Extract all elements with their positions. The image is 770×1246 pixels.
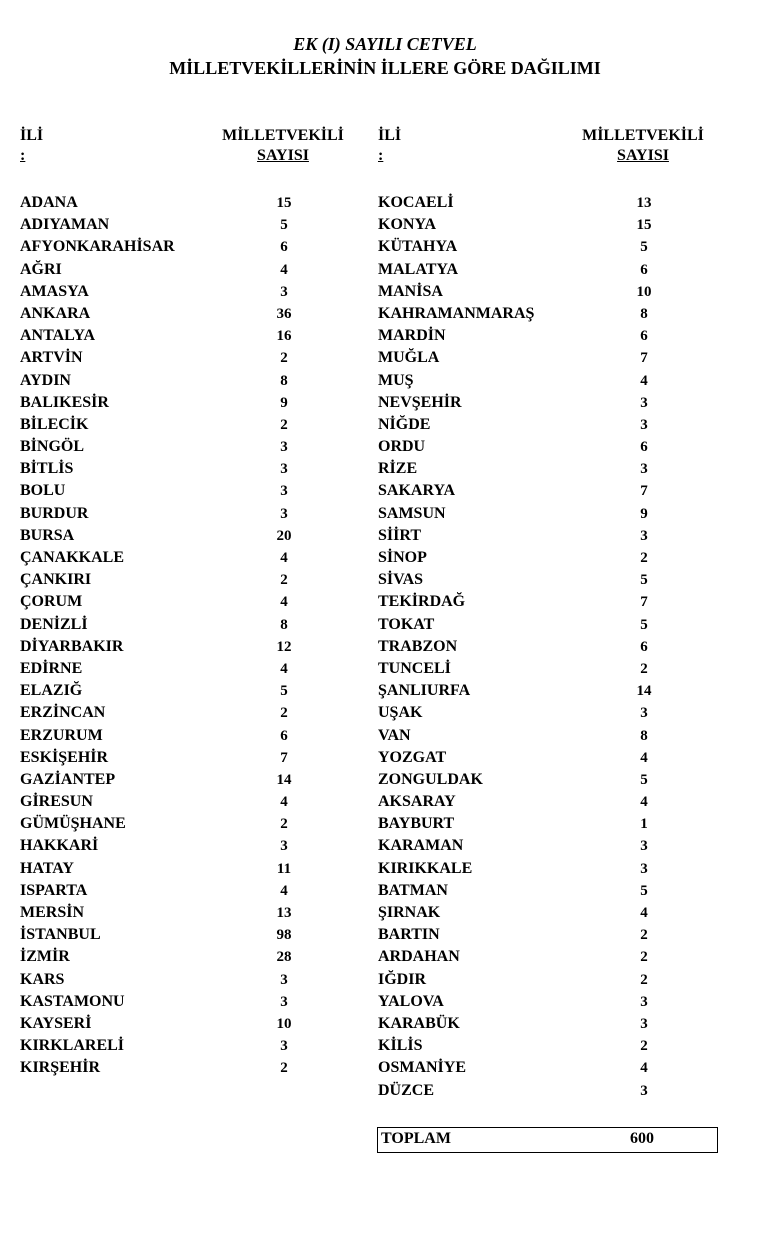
deputy-count: 3 [280,283,288,300]
province-row [378,902,678,924]
province-name: BİNGÖL [20,438,85,456]
province-row [20,259,320,281]
deputy-count: 3 [280,439,288,456]
province-row [20,569,320,591]
deputy-count: 5 [640,572,648,589]
province-name: GAZİANTEP [20,770,116,788]
province-row [378,991,678,1013]
deputy-count: 6 [640,439,648,456]
total-box [377,1127,718,1153]
province-name: DENİZLİ [20,615,88,633]
province-row [20,1013,320,1035]
province-row [20,503,320,525]
province-name: ERZURUM [20,726,103,744]
province-name: IĞDIR [378,970,427,988]
province-row [378,835,678,857]
deputy-count: 4 [640,794,648,811]
province-name: YALOVA [378,992,444,1010]
province-row [20,370,320,392]
province-row [20,658,320,680]
deputy-count: 5 [640,616,648,633]
deputy-count: 5 [640,882,648,899]
province-name: KARS [20,970,65,988]
province-row [378,480,678,502]
province-row [378,924,678,946]
deputy-count: 8 [280,372,288,389]
province-row [20,880,320,902]
province-name: NEVŞEHİR [378,393,462,411]
province-row [20,702,320,724]
province-row [20,902,320,924]
deputy-count: 4 [280,882,288,899]
province-row [20,525,320,547]
province-row [378,791,678,813]
province-name: HATAY [20,859,74,877]
deputy-count: 6 [640,638,648,655]
deputy-count: 3 [640,394,648,411]
province-row [378,214,678,236]
deputy-count: 3 [640,838,648,855]
deputy-count: 3 [280,838,288,855]
province-header-colon: : [20,147,26,164]
deputy-count: 36 [276,305,292,322]
province-name: SAMSUN [378,504,446,522]
province-row [20,591,320,613]
province-row [20,1057,320,1079]
province-row [20,236,320,258]
province-row [378,969,678,991]
deputy-count: 9 [280,394,288,411]
province-row [378,303,678,325]
province-row [378,1057,678,1079]
province-row [378,281,678,303]
right-province-list [378,192,678,1102]
province-row [20,747,320,769]
deputy-count: 2 [640,927,648,944]
province-row [378,1035,678,1057]
deputy-count: 8 [640,305,648,322]
deputy-count: 5 [640,239,648,256]
province-name: SİİRT [378,526,422,544]
province-name: NİĞDE [378,415,431,433]
province-row [378,636,678,658]
province-name: ŞIRNAK [378,904,441,921]
province-row [20,969,320,991]
province-name: UŞAK [378,704,423,722]
province-row [20,480,320,502]
province-name: ARDAHAN [378,948,460,966]
province-name: ARTVİN [20,349,83,367]
deputy-count: 13 [276,905,292,921]
province-row [378,858,678,880]
province-row [378,880,678,902]
province-name: BOLU [20,482,66,500]
province-name: BİLECİK [20,415,89,433]
province-name: MUŞ [378,371,414,389]
deputy-count: 3 [280,1038,288,1055]
province-row [20,946,320,968]
province-name: İZMİR [20,948,70,966]
province-row [20,214,320,236]
right-province-header [378,126,401,166]
province-name: SAKARYA [378,482,456,500]
province-row [378,769,678,791]
province-header-label: İLİ [20,127,44,144]
province-name: MARDİN [378,327,446,345]
province-name: TOKAT [378,615,435,633]
province-row [378,1013,678,1035]
province-name: VAN [378,726,411,744]
province-name: DİYARBAKIR [20,637,124,655]
deputy-count: 16 [276,328,292,345]
count-header-line2: SAYISI [617,147,669,164]
province-name: KÜTAHYA [378,238,458,256]
deputy-count: 4 [640,905,648,921]
province-row [20,325,320,347]
deputy-count: 8 [280,616,288,633]
province-name: MERSİN [20,904,85,921]
province-row [378,347,678,369]
province-name: KIRIKKALE [378,859,473,877]
deputy-count: 4 [280,660,288,677]
province-name: MANİSA [378,282,443,300]
deputy-count: 3 [640,527,648,544]
deputy-count: 3 [640,993,648,1010]
province-row [378,436,678,458]
deputy-count: 2 [280,816,288,833]
province-name: KIRKLARELİ [20,1037,125,1055]
province-name: MALATYA [378,260,459,278]
deputy-count: 12 [276,638,292,655]
deputy-count: 2 [640,949,648,966]
deputy-count: 2 [280,350,288,367]
province-row [378,503,678,525]
province-row [378,1080,678,1102]
deputy-count: 15 [636,217,652,234]
province-name: AMASYA [20,282,89,300]
deputy-count: 4 [280,550,288,566]
deputy-count: 13 [636,195,652,211]
deputy-count: 7 [640,483,648,500]
province-row [378,747,678,769]
province-row [378,614,678,636]
province-name: BAYBURT [378,815,455,833]
deputy-count: 10 [276,1015,292,1032]
deputy-count: 5 [640,771,648,788]
province-row [20,414,320,436]
deputy-count: 3 [280,993,288,1010]
deputy-count: 3 [640,860,648,877]
deputy-count: 6 [640,261,648,278]
province-row [20,791,320,813]
province-name: KAHRAMANMARAŞ [378,304,535,322]
count-header-line1: MİLLETVEKİLİ [582,127,704,144]
deputy-count: 3 [640,416,648,433]
deputy-count: 2 [280,416,288,433]
deputy-count: 5 [280,683,288,700]
province-row [20,725,320,747]
deputy-count: 1 [640,816,648,833]
deputy-count: 3 [640,1015,648,1032]
province-row [378,192,678,214]
province-name: ADANA [20,194,78,211]
province-row [20,636,320,658]
province-row [378,591,678,613]
province-row [378,414,678,436]
deputy-count: 2 [640,660,648,677]
deputy-count: 14 [636,683,652,700]
deputy-count: 7 [640,594,648,611]
province-name: AYDIN [20,371,71,389]
left-count-header [212,126,354,166]
deputy-count: 2 [640,971,648,988]
deputy-count: 14 [276,771,292,788]
deputy-count: 2 [280,705,288,722]
province-name: ANKARA [20,304,91,322]
province-name: ŞANLIURFA [378,682,471,700]
province-name: TRABZON [378,637,458,655]
count-header-line1: MİLLETVEKİLİ [222,127,344,144]
province-row [20,281,320,303]
province-name: BATMAN [378,881,448,899]
total-value: 600 [630,1130,654,1147]
deputy-count: 4 [640,1060,648,1077]
document-title: EK (I) SAYILI CETVEL [293,34,477,54]
province-row [20,1035,320,1057]
province-row [20,458,320,480]
province-name: ESKİŞEHİR [20,748,109,766]
province-row [378,680,678,702]
province-name: BURDUR [20,504,89,522]
left-province-list [20,192,320,1080]
province-row [378,658,678,680]
deputy-count: 3 [280,461,288,478]
deputy-count: 5 [280,217,288,234]
province-name: BALIKESİR [20,393,109,411]
province-name: SİNOP [378,549,427,566]
province-name: DÜZCE [378,1081,435,1099]
province-name: EDİRNE [20,659,83,677]
deputy-count: 4 [280,794,288,811]
province-row [20,813,320,835]
province-row [378,547,678,569]
deputy-count: 9 [640,505,648,522]
province-name: TEKİRDAĞ [378,593,466,611]
deputy-count: 8 [640,727,648,744]
province-name: ANTALYA [20,327,95,345]
province-row [378,458,678,480]
province-name: AFYONKARAHİSAR [20,238,175,256]
deputy-count: 10 [636,283,652,300]
province-name: KASTAMONU [20,992,125,1010]
count-header-line2: SAYISI [257,147,309,164]
province-name: ERZİNCAN [20,704,106,722]
province-row [20,347,320,369]
province-name: KAYSERİ [20,1014,92,1032]
province-row [378,813,678,835]
province-name: ZONGULDAK [378,770,483,788]
deputy-count: 28 [276,949,292,966]
province-name: OSMANİYE [378,1059,467,1077]
deputy-count: 4 [280,594,288,611]
province-name: KARAMAN [378,837,464,855]
province-row [20,858,320,880]
province-name: BURSA [20,526,75,544]
province-row [20,835,320,857]
province-header-colon: : [378,147,384,164]
document-subtitle: MİLLETVEKİLLERİNİN İLLERE GÖRE DAĞILIMI [169,58,601,78]
deputy-count: 4 [280,261,288,278]
province-name: ADIYAMAN [20,216,110,234]
deputy-count: 3 [640,461,648,478]
province-name: ÇANAKKALE [20,549,125,566]
deputy-count: 98 [276,927,292,944]
province-header-label: İLİ [378,127,402,144]
deputy-count: 2 [280,1060,288,1077]
right-count-header [572,126,714,166]
left-province-header [20,126,43,166]
deputy-count: 6 [280,239,288,256]
province-row [378,946,678,968]
province-row [378,370,678,392]
province-row [378,725,678,747]
deputy-count: 3 [280,505,288,522]
province-row [20,614,320,636]
province-row [20,392,320,414]
province-row [20,436,320,458]
province-row [20,991,320,1013]
province-name: GİRESUN [20,793,93,811]
deputy-count: 6 [280,727,288,744]
province-name: ÇORUM [20,593,83,611]
province-name: HAKKARİ [20,837,99,855]
deputy-count: 7 [640,350,648,367]
province-row [20,547,320,569]
deputy-count: 15 [276,195,292,211]
province-row [378,259,678,281]
province-name: ORDU [378,438,426,456]
deputy-count: 2 [640,550,648,566]
province-name: BİTLİS [20,460,74,478]
province-name: KIRŞEHİR [20,1059,101,1077]
province-name: ISPARTA [20,881,88,899]
deputy-count: 3 [280,483,288,500]
province-row [378,702,678,724]
province-name: ÇANKIRI [20,571,92,589]
province-name: TUNCELİ [378,659,451,677]
province-row [378,325,678,347]
province-row [378,392,678,414]
province-name: GÜMÜŞHANE [20,815,126,833]
province-row [20,924,320,946]
deputy-count: 3 [640,1082,648,1099]
province-name: KARABÜK [378,1014,460,1032]
province-name: YOZGAT [378,748,447,766]
deputy-count: 4 [640,749,648,766]
deputy-count: 11 [276,860,292,877]
province-row [20,680,320,702]
total-label: TOPLAM [381,1130,451,1147]
province-name: AKSARAY [378,793,456,811]
deputy-count: 3 [640,705,648,722]
province-name: KONYA [378,216,437,234]
province-name: BARTIN [378,926,440,944]
deputy-count: 3 [280,971,288,988]
province-name: KİLİS [378,1037,423,1055]
province-row [378,569,678,591]
province-row [378,236,678,258]
province-name: KOCAELİ [378,194,454,211]
province-row [378,525,678,547]
deputy-count: 2 [640,1038,648,1055]
province-name: MUĞLA [378,349,440,367]
province-name: RİZE [378,460,418,478]
deputy-count: 20 [276,527,292,544]
province-name: İSTANBUL [20,926,101,944]
deputy-count: 7 [280,749,288,766]
province-name: ELAZIĞ [20,682,83,700]
province-row [20,303,320,325]
province-name: AĞRI [20,260,62,278]
province-row [20,769,320,791]
deputy-count: 6 [640,328,648,345]
province-name: SİVAS [378,571,424,589]
deputy-count: 2 [280,572,288,589]
deputy-count: 4 [640,372,648,389]
province-row [20,192,320,214]
